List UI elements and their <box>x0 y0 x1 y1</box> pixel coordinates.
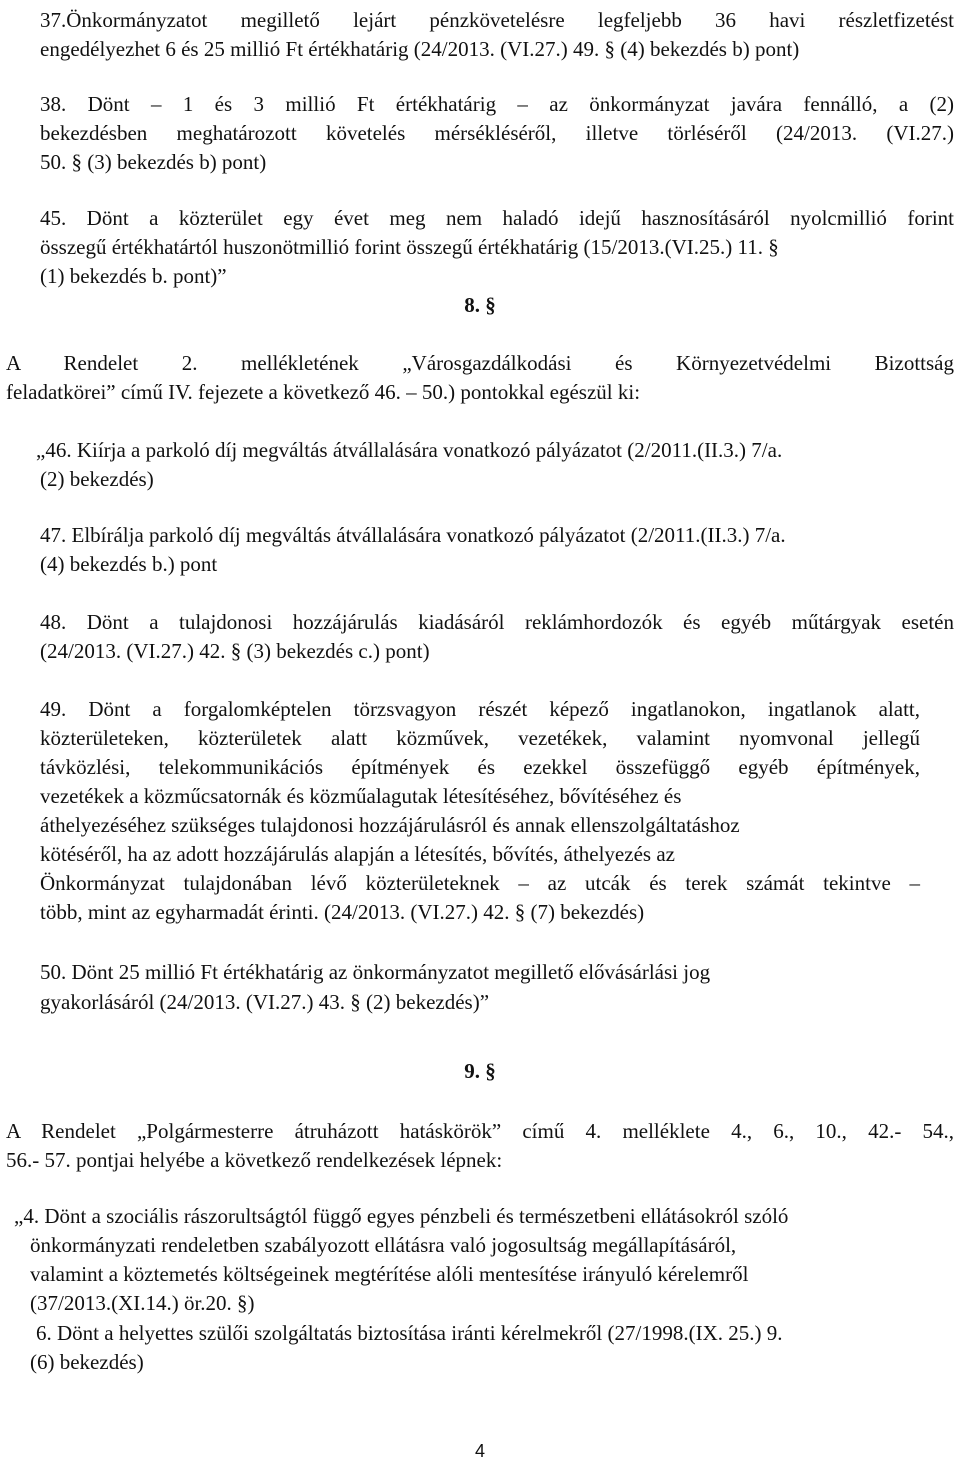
section-9-intro-line-1: A Rendelet „Polgármesterre átruházott hatáskörök” című 4. melléklete 4., 6., 10., 42.- 54., <box>6 1119 954 1143</box>
item-49 <box>40 695 920 927</box>
item-49-line-1: 49. Dönt a forgalomképtelen törzsvagyon részét képező ingatlanokon, ingatlanok alatt, <box>40 697 920 721</box>
item-50-line-2: gyakorlásáról (24/2013. (VI.27.) 43. § (2) bekezdés)” <box>40 990 490 1014</box>
item-48 <box>40 608 954 666</box>
item-47-line-1: 47. Elbírálja parkoló díj megváltás átvállalására vonatkozó pályázatot (2/2011.(II.3.) 7/a. <box>40 523 786 547</box>
item-46 <box>36 436 950 494</box>
item-38-line-2: bekezdésben meghatározott követelés mérsékléséről, illetve törléséről (24/2013. (VI.27.) <box>40 121 954 145</box>
item-4-line-2: önkormányzati rendeletben szabályozott ellátásra való jogosultság megállapításáról, <box>30 1233 737 1257</box>
item-49-line-4: vezetékek a közműcsatornák és közműalagutak létesítéséhez, bővítéséhez és <box>40 784 682 808</box>
item-47-line-2: (4) bekezdés b.) pont <box>40 552 218 576</box>
item-38-line-3: 50. § (3) bekezdés b) pont) <box>40 150 267 174</box>
item-37 <box>40 6 954 64</box>
item-4-line-3: valamint a köztemetés költségeinek megtérítése alóli mentesítése irányuló kérelemről <box>30 1262 749 1286</box>
item-49-line-7: Önkormányzat tulajdonában lévő közterületeknek – az utcák és terek számát tekintve – <box>40 871 920 895</box>
item-49-line-5: áthelyezéséhez szükséges tulajdonosi hozzájárulásról és annak ellenszolgáltatáshoz <box>40 813 740 837</box>
item-45-line-3: (1) bekezdés b. pont)” <box>40 264 227 288</box>
item-4-line-1: „4. Dönt a szociális rászorultságtól függő egyes pénzbeli és természetbeni ellátásokról szóló <box>14 1204 789 1228</box>
section-9-heading: 9. § <box>464 1059 496 1083</box>
item-45-line-1: 45. Dönt a közterület egy évet meg nem haladó idejű hasznosításáról nyolcmillió forint <box>40 206 954 230</box>
page-number: 4 <box>474 1441 485 1461</box>
item-4-line-4: (37/2013.(XI.14.) ör.20. §) <box>30 1291 255 1315</box>
item-45 <box>40 204 954 291</box>
item-46-line-2: (2) bekezdés) <box>40 467 154 491</box>
item-6-line-1: 6. Dönt a helyettes szülői szolgáltatás biztosítása iránti kérelmekről (27/1998.(IX. 25.) 9. <box>36 1321 783 1345</box>
item-48-line-1: 48. Dönt a tulajdonosi hozzájárulás kiadásáról reklámhordozók és egyéb műtárgyak esetén <box>40 610 954 634</box>
item-37-line-1: 37.Önkormányzatot megillető lejárt pénzkövetelésre legfeljebb 36 havi részletfizetést <box>40 8 954 32</box>
section-8-heading: 8. § <box>464 293 496 317</box>
section-8-intro-line-2: feladatkörei” című IV. fejezete a következő 46. – 50.) pontokkal egészül ki: <box>6 380 641 404</box>
item-47 <box>40 521 954 579</box>
section-8-intro-line-1: A Rendelet 2. mellékletének „Városgazdálkodási és Környezetvédelmi Bizottság <box>6 351 954 375</box>
section-8-intro <box>6 349 954 407</box>
section-9-intro-line-2: 56.- 57. pontjai helyébe a következő rendelkezések lépnek: <box>6 1148 503 1172</box>
item-48-line-2: (24/2013. (VI.27.) 42. § (3) bekezdés c.) pont) <box>40 639 430 663</box>
item-46-line-1: „46. Kiírja a parkoló díj megváltás átvállalására vonatkozó pályázatot (2/2011.(II.3.) 7/a. <box>36 438 783 462</box>
item-38 <box>40 90 954 177</box>
item-49-line-3: távközlési, telekommunikációs építmények és ezekkel összefüggő egyéb építmények, <box>40 755 920 779</box>
item-6-line-2: (6) bekezdés) <box>30 1350 144 1374</box>
item-49-line-2: közterületeken, közterületek alatt közművek, vezetékek, valamint nyomvonal jellegű <box>40 726 920 750</box>
item-6 <box>30 1319 950 1377</box>
item-49-line-6: kötéséről, ha az adott hozzájárulás alapján a létesítés, bővítés, áthelyezés az <box>40 842 675 866</box>
section-9-intro <box>6 1117 954 1175</box>
item-4 <box>14 1202 944 1318</box>
item-45-line-2: összegű értékhatártól huszonötmillió forint összegű értékhatárig (15/2013.(VI.25.) 11. § <box>40 235 779 259</box>
item-50 <box>40 957 954 1017</box>
item-38-line-1: 38. Dönt – 1 és 3 millió Ft értékhatárig – az önkormányzat javára fennálló, a (2) <box>40 92 954 116</box>
item-37-line-2: engedélyezhet 6 és 25 millió Ft értékhatárig (24/2013. (VI.27.) 49. § (4) bekezdés b) pont) <box>40 37 800 61</box>
item-50-line-1: 50. Dönt 25 millió Ft értékhatárig az önkormányzatot megillető elővásárlási jog <box>40 960 711 984</box>
item-49-line-8: több, mint az egyharmadát érinti. (24/2013. (VI.27.) 42. § (7) bekezdés) <box>40 900 645 924</box>
